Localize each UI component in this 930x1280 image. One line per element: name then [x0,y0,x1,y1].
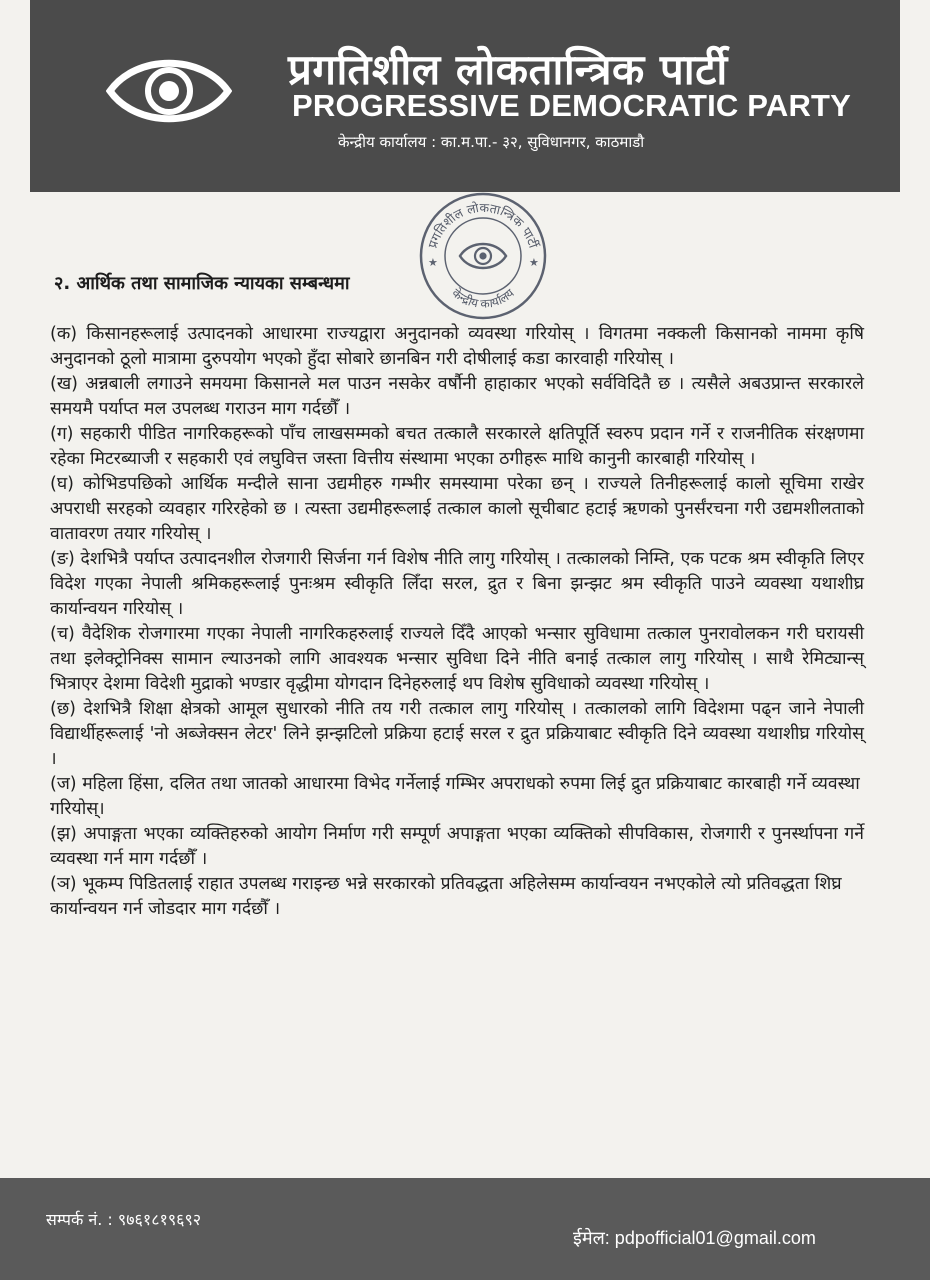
demand-paragraph [50,697,864,772]
demand-paragraph [50,322,864,372]
paragraph-line: (ज) महिला हिंसा, दलित तथा जातको आधारमा विभेद गर्नेलाई गम्भिर अपराधको रुपमा लिई द्रुत [50,774,651,794]
paragraph-line: दिने व्यवस्था यथाशीघ्र गरियोस् । [50,724,864,769]
demand-paragraph [50,372,864,422]
contact-phone: सम्पर्क नं. : ९७६१८१९६९२ [46,1210,202,1229]
paragraph-line: (च) वैदेशिक रोजगारमा गएका नेपाली नागरिकहरुलाई राज्यले दिँदै आएको भन्सार सुविधामा तत्काल पुनरावोलकन [50,624,780,644]
paragraph-line: (ञ) भूकम्प पिडितलाई राहात उपलब्ध गराइन्छ भन्ने सरकारको प्रतिवद्धता अहिलेसम्म कार्यान्वयन [50,874,649,894]
demand-paragraph [50,422,864,472]
paragraph-line: गरियोस् । साथै रेमिट्यान्स् भित्राएर देशमा विदेशी मुद्राको भण्डार वृद्धीमा योगदान दिनेहरुलाई थप विशेष सुविधाको [50,649,864,694]
demand-paragraph [50,872,864,922]
office-address: केन्द्रीय कार्यालय : का.म.पा.- ३२, सुविधानगर, काठमाडौ [338,133,645,151]
paragraph-line: पुनर्संरचना गरी उद्यमशीलताको वातावरण तयार गरियोस् । [50,499,864,544]
party-name-nepali: प्रगतिशील लोकतान्त्रिक पार्टी [288,45,728,94]
section-heading: २. आर्थिक तथा सामाजिक न्यायका सम्बन्धमा [54,273,350,294]
paragraph-line: प्रक्रियाबाट कारबाही गर्ने व्यवस्था गरियोस्। [50,774,860,819]
paragraph-line: (छ) देशभित्रै शिक्षा क्षेत्रको आमूल सुधारको नीति तय गरी तत्काल लागु गरियोस् । तत्कालको लागि विदेशमा पढ्न [50,699,781,719]
eye-icon [106,50,232,132]
paragraph-line: जाने नेपाली विद्यार्थीहरूलाई 'नो अब्जेक्सन लेटर' लिने झन्झटिलो प्रक्रिया हटाई सरल र द्रुत प्रक्रियाबाट स्वीकृति [50,699,864,744]
paragraph-line: (घ) कोभिडपछिको आर्थिक मन्दीले साना उद्यमीहरु गम्भीर समस्यामा परेका छन् । राज्यले तिनीहरूलाई कालो [50,474,771,494]
paragraph-line: स्वीकृति पाउने व्यवस्था यथाशीघ्र कार्यान्वयन गरियोस् । [50,574,864,619]
paragraph-line: व्यवस्था गरियोस् । [595,674,710,694]
party-name-english: PROGRESSIVE DEMOCRATIC PARTY [292,88,852,123]
paragraph-line: (क) किसानहरूलाई उत्पादनको आधारमा राज्यद्वारा अनुदानको व्यवस्था गरियोस् । विगतमा नक्कली किसानको [50,324,778,344]
svg-text:केन्द्रीय कार्यालय [449,285,518,311]
paragraph-line: गरी घरायसी तथा इलेक्ट्रोनिक्स सामान ल्याउनको लागि आवश्यक भन्सार सुविधा दिने नीति बनाई तत्काल लागु [50,624,864,669]
demand-paragraph [50,622,864,697]
svg-text:★: ★ [428,256,438,269]
demand-paragraph [50,472,864,547]
paragraph-line: नाममा कृषि अनुदानको ठूलो मात्रामा दुरुपयोग भएको हुँदा सोबारे छानबिन गरी दोषीलाई कडा कारवाही गरियोस् । [50,324,864,369]
demand-paragraph [50,772,864,822]
paragraph-line: (ख) अन्नबाली लगाउने समयमा किसानले मल पाउन नसकेर वर्षौनी हाहाकार भएको सर्वविदितै छ । त्यसैले [50,374,731,394]
paragraph-line: (झ) अपाङ्गता भएका व्यक्तिहरुको आयोग निर्माण गरी सम्पूर्ण अपाङ्गता भएका व्यक्तिको सीपविकास, रोजगारी र [50,824,766,844]
seal-text-top: प्रगतिशील लोकतान्त्रिक पार्टी [424,199,542,250]
demand-paragraph [50,822,864,872]
paragraph-line: कानुनी कारबाही गरियोस् । [588,449,756,469]
letterhead-header [30,0,900,192]
eye-icon [460,244,506,268]
document-body [50,322,864,922]
letterhead-footer [0,1178,930,1280]
paragraph-line: सूचिमा राखेर अपराधी सरहको व्यवहार गरिरहेको छ । त्यस्ता उद्यमीहरूलाई तत्काल कालो सूचीबाट हटाई ऋणको [50,474,864,519]
seal-text-bottom: केन्द्रीय कार्यालय [449,285,517,312]
paragraph-line: (ङ) देशभित्रै पर्याप्त उत्पादनशील रोजगारी सिर्जना गर्न विशेष नीति लागु गरियोस् । तत्कालको निम्ति, एक पटक [50,549,742,569]
svg-text:★: ★ [529,256,539,269]
paragraph-line: अबउप्रान्त सरकारले समयमै पर्याप्त मल उपलब्ध गराउन माग गर्दछौँ । [50,374,864,419]
demand-paragraph [50,547,864,622]
party-seal-stamp [410,184,556,324]
paragraph-line: नभएकोले त्यो प्रतिवद्धता शिघ्र कार्यान्वयन गर्न जोडदार माग गर्दछौँ । [50,874,842,919]
paragraph-line: राजनीतिक संरक्षणमा रहेका मिटरब्याजी र सहकारी एवं लघुवित्त जस्ता वित्तीय संस्थामा भएका ठगीहरू माथि [50,424,864,469]
paragraph-line: पुनर्स्थापना गर्ने व्यवस्था गर्न माग गर्दछौँ । [50,824,864,869]
paragraph-line: श्रम स्वीकृति लिएर विदेश गएका नेपाली श्रमिकहरूलाई पुनःश्रम स्वीकृति लिँदा सरल, द्रुत र बिना झन्झट श्रम [50,549,864,594]
paragraph-line: (ग) सहकारी पीडित नागरिकहरूको पाँच लाखसम्मको बचत तत्कालै सरकारले क्षतिपूर्ति स्वरुप प्रदान गर्ने र [50,424,725,444]
contact-email: ईमेल: pdpofficial01@gmail.com [573,1228,816,1248]
